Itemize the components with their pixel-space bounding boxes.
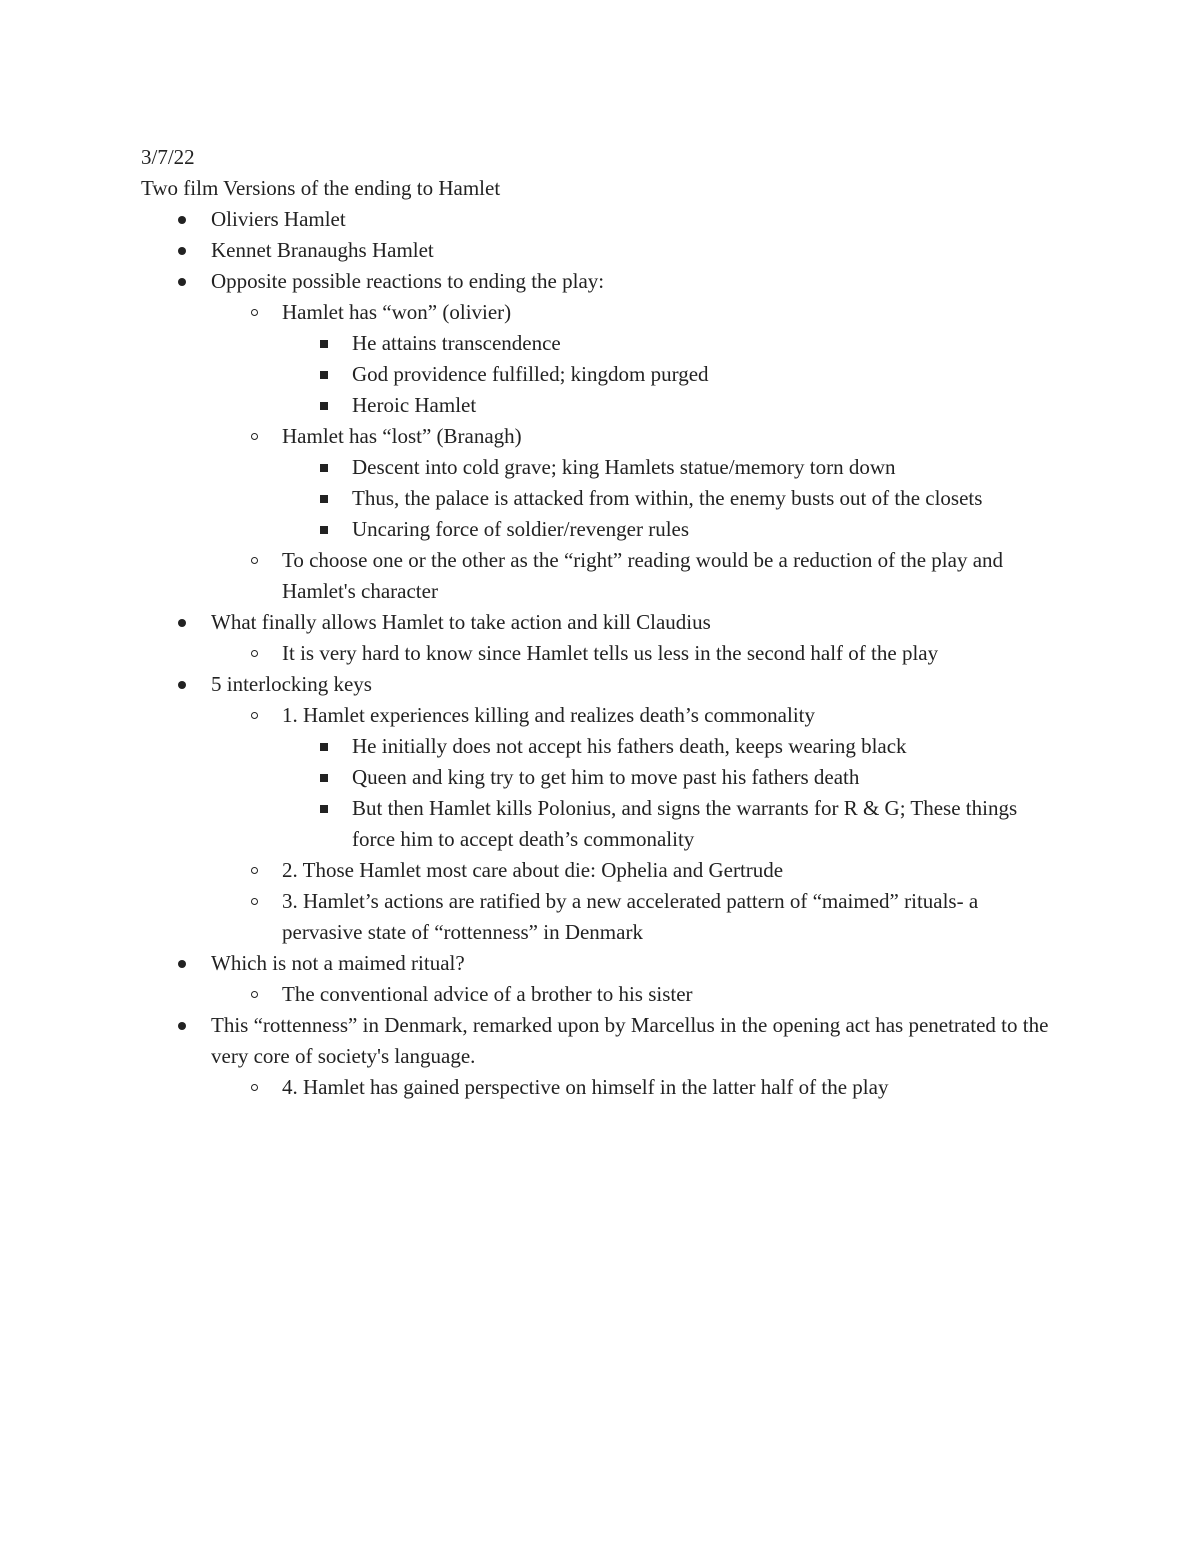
outline-item-level-3 (141, 514, 1061, 545)
outline-item-text: God providence fulfilled; kingdom purged (352, 362, 709, 386)
outline-item-level-3 (141, 483, 1061, 514)
outline-item-text: It is very hard to know since Hamlet tells us less in the second half of the play (282, 641, 939, 665)
square-bullet-icon (314, 390, 334, 421)
outline-item-text: Which is not a maimed ritual? (211, 951, 465, 975)
outline-item-level-3 (141, 793, 1061, 855)
disc-bullet-icon (172, 204, 192, 235)
outline-item-level-1 (141, 266, 1061, 297)
outline-item-level-2 (141, 700, 1061, 731)
outline-item-text: He attains transcendence (352, 331, 561, 355)
square-bullet-icon (314, 359, 334, 390)
outline-item-level-3 (141, 731, 1061, 762)
circle-bullet-icon (244, 638, 264, 669)
outline-item-text: This “rottenness” in Denmark, remarked upon by Marcellus in the opening act has penetrated to the very core of society's language. (211, 1013, 1049, 1068)
outline-item-level-1 (141, 607, 1061, 638)
outline-item-level-1 (141, 204, 1061, 235)
circle-bullet-icon (244, 297, 264, 328)
disc-bullet-icon (172, 948, 192, 979)
outline-item-level-2 (141, 421, 1061, 452)
square-bullet-icon (314, 452, 334, 483)
outline-item-level-1 (141, 948, 1061, 979)
outline-item-level-3 (141, 359, 1061, 390)
outline-item-text: 1. Hamlet experiences killing and realizes death’s commonality (282, 703, 815, 727)
outline-item-text: Kennet Branaughs Hamlet (211, 238, 434, 262)
circle-bullet-icon (244, 700, 264, 731)
outline-item-text: But then Hamlet kills Polonius, and signs the warrants for R & G; These things force him to accept death’s commonality (352, 796, 1018, 851)
outline-item-text: The conventional advice of a brother to his sister (282, 982, 693, 1006)
outline-item-level-3 (141, 452, 1061, 483)
document-page (141, 142, 1061, 1103)
circle-bullet-icon (244, 421, 264, 452)
square-bullet-icon (314, 514, 334, 545)
outline-item-level-2 (141, 297, 1061, 328)
disc-bullet-icon (172, 669, 192, 700)
outline-item-level-2 (141, 1072, 1061, 1103)
outline-item-text: 2. Those Hamlet most care about die: Ophelia and Gertrude (282, 858, 784, 882)
square-bullet-icon (314, 793, 334, 824)
outline-item-text: Oliviers Hamlet (211, 207, 346, 231)
outline-item-level-3 (141, 762, 1061, 793)
square-bullet-icon (314, 483, 334, 514)
disc-bullet-icon (172, 607, 192, 638)
outline-item-text: Queen and king try to get him to move past his fathers death (352, 765, 860, 789)
square-bullet-icon (314, 731, 334, 762)
outline-item-level-2 (141, 979, 1061, 1010)
outline-item-text: Hamlet has “lost” (Branagh) (282, 424, 522, 448)
note-title: Two film Versions of the ending to Hamlet (141, 176, 501, 200)
outline-item-text: Thus, the palace is attacked from within, the enemy busts out of the closets (352, 486, 983, 510)
outline-item-level-1 (141, 669, 1061, 700)
outline-item-text: To choose one or the other as the “right” reading would be a reduction of the play and Hamlet's character (282, 548, 1004, 603)
disc-bullet-icon (172, 1010, 192, 1041)
outline-item-text: Hamlet has “won” (olivier) (282, 300, 512, 324)
outline-item-text: 4. Hamlet has gained perspective on himself in the latter half of the play (282, 1075, 889, 1099)
outline-item-level-2 (141, 545, 1061, 607)
disc-bullet-icon (172, 235, 192, 266)
note-date: 3/7/22 (141, 145, 195, 169)
outline-item-text: He initially does not accept his fathers death, keeps wearing black (352, 734, 907, 758)
circle-bullet-icon (244, 886, 264, 917)
outline-item-text: Uncaring force of soldier/revenger rules (352, 517, 690, 541)
circle-bullet-icon (244, 1072, 264, 1103)
outline-item-text: 5 interlocking keys (211, 672, 372, 696)
outline-item-level-2 (141, 886, 1061, 948)
outline-item-level-3 (141, 390, 1061, 421)
outline-item-level-1 (141, 235, 1061, 266)
square-bullet-icon (314, 328, 334, 359)
outline-list (141, 204, 1061, 1103)
outline-item-level-3 (141, 328, 1061, 359)
circle-bullet-icon (244, 979, 264, 1010)
outline-item-text: Heroic Hamlet (352, 393, 477, 417)
outline-item-text: What finally allows Hamlet to take action and kill Claudius (211, 610, 711, 634)
outline-item-level-2 (141, 855, 1061, 886)
square-bullet-icon (314, 762, 334, 793)
circle-bullet-icon (244, 855, 264, 886)
outline-item-level-1 (141, 1010, 1061, 1072)
circle-bullet-icon (244, 545, 264, 576)
disc-bullet-icon (172, 266, 192, 297)
outline-item-level-2 (141, 638, 1061, 669)
outline-item-text: Opposite possible reactions to ending the play: (211, 269, 605, 293)
outline-item-text: 3. Hamlet’s actions are ratified by a new accelerated pattern of “maimed” rituals- a pervasive state of “rottenness” in Denmark (282, 889, 979, 944)
outline-item-text: Descent into cold grave; king Hamlets statue/memory torn down (352, 455, 896, 479)
